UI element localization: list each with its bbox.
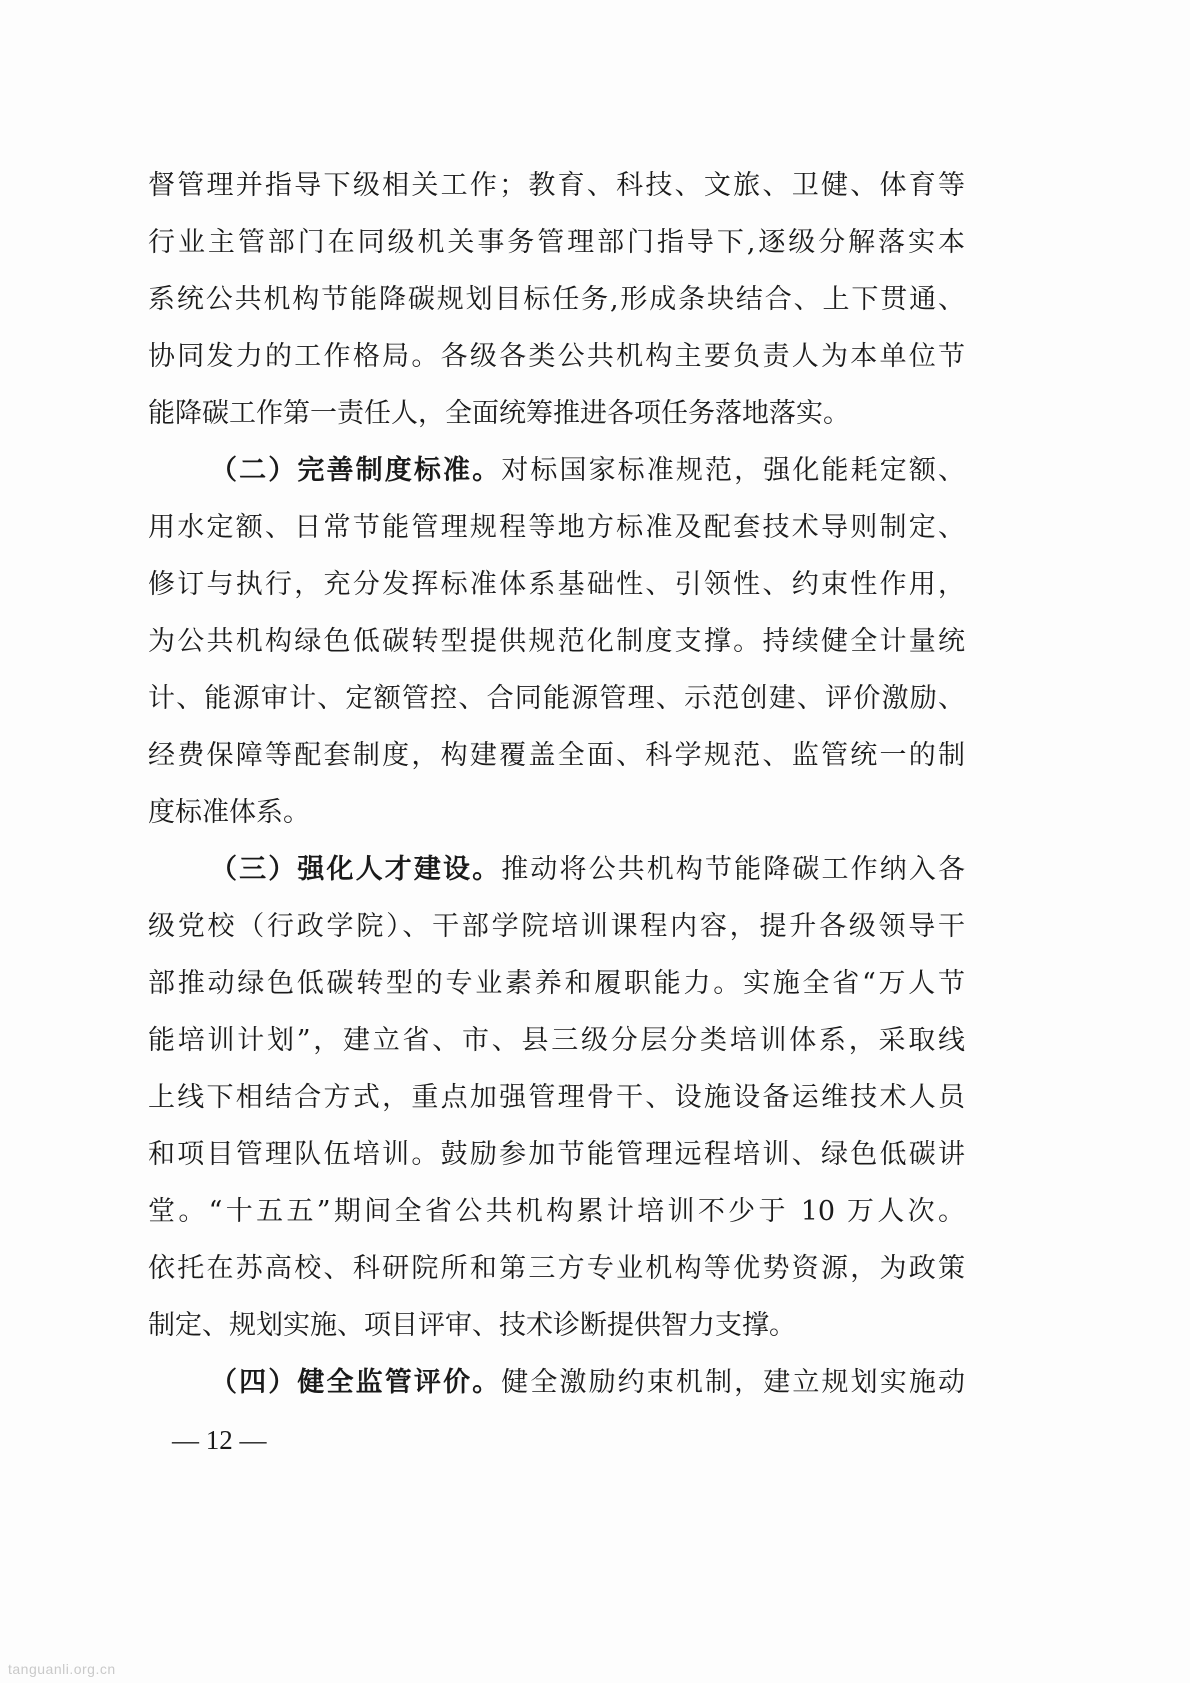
section-heading: （三）强化人才建设。 — [210, 854, 502, 885]
body-line — [148, 1354, 965, 1411]
body-line: 级党校（行政学院）、干部学院培训课程内容，提升各级领导干 — [148, 911, 965, 942]
body-line-text: 推动将公共机构节能降碳工作纳入各 — [501, 854, 965, 885]
body-line: 经费保障等配套制度，构建覆盖全面、科学规范、监管统一的制 — [148, 740, 965, 771]
body-line: 能培训计划”，建立省、市、县三级分层分类培训体系，采取线 — [148, 1025, 965, 1056]
body-line: 堂。“十五五”期间全省公共机构累计培训不少于 10 万人次。 — [148, 1196, 965, 1227]
body-line: 制定、规划实施、项目评审、技术诊断提供智力支撑。 — [148, 1310, 796, 1341]
body-line: 修订与执行，充分发挥标准体系基础性、引领性、约束性作用， — [148, 569, 965, 600]
section-heading: （二）完善制度标准。 — [210, 455, 502, 486]
body-line: 和项目管理队伍培训。鼓励参加节能管理远程培训、绿色低碳讲 — [148, 1139, 965, 1170]
page-number: — 12 — — [172, 1425, 267, 1455]
body-line: 行业主管部门在同级机关事务管理部门指导下,逐级分解落实本 — [148, 227, 965, 258]
watermark: tanguanli.org.cn — [8, 1661, 116, 1677]
body-line: 协同发力的工作格局。各级各类公共机构主要负责人为本单位节 — [148, 341, 965, 372]
body-line: 能降碳工作第一责任人，全面统筹推进各项任务落地落实。 — [148, 398, 850, 429]
body-line: 部推动绿色低碳转型的专业素养和履职能力。实施全省“万人节 — [148, 968, 965, 999]
body-line: 为公共机构绿色低碳转型提供规范化制度支撑。持续健全计量统 — [148, 626, 965, 657]
body-line: 督管理并指导下级相关工作；教育、科技、文旅、卫健、体育等 — [148, 170, 965, 201]
body-line: 依托在苏高校、科研院所和第三方专业机构等优势资源，为政策 — [148, 1253, 965, 1284]
body-text — [148, 157, 965, 1411]
body-line: 度标准体系。 — [148, 797, 310, 828]
body-line: 系统公共机构节能降碳规划目标任务,形成条块结合、上下贯通、 — [148, 284, 965, 315]
body-line — [148, 841, 965, 898]
section-heading: （四）健全监管评价。 — [210, 1367, 502, 1398]
body-line-text: 对标国家标准规范，强化能耗定额、 — [501, 455, 965, 486]
body-line — [148, 442, 965, 499]
body-line: 计、能源审计、定额管控、合同能源管理、示范创建、评价激励、 — [148, 683, 965, 714]
body-line-text: 健全激励约束机制，建立规划实施动 — [501, 1367, 965, 1398]
body-line: 上线下相结合方式，重点加强管理骨干、设施设备运维技术人员 — [148, 1082, 965, 1113]
body-line: 用水定额、日常节能管理规程等地方标准及配套技术导则制定、 — [148, 512, 965, 543]
